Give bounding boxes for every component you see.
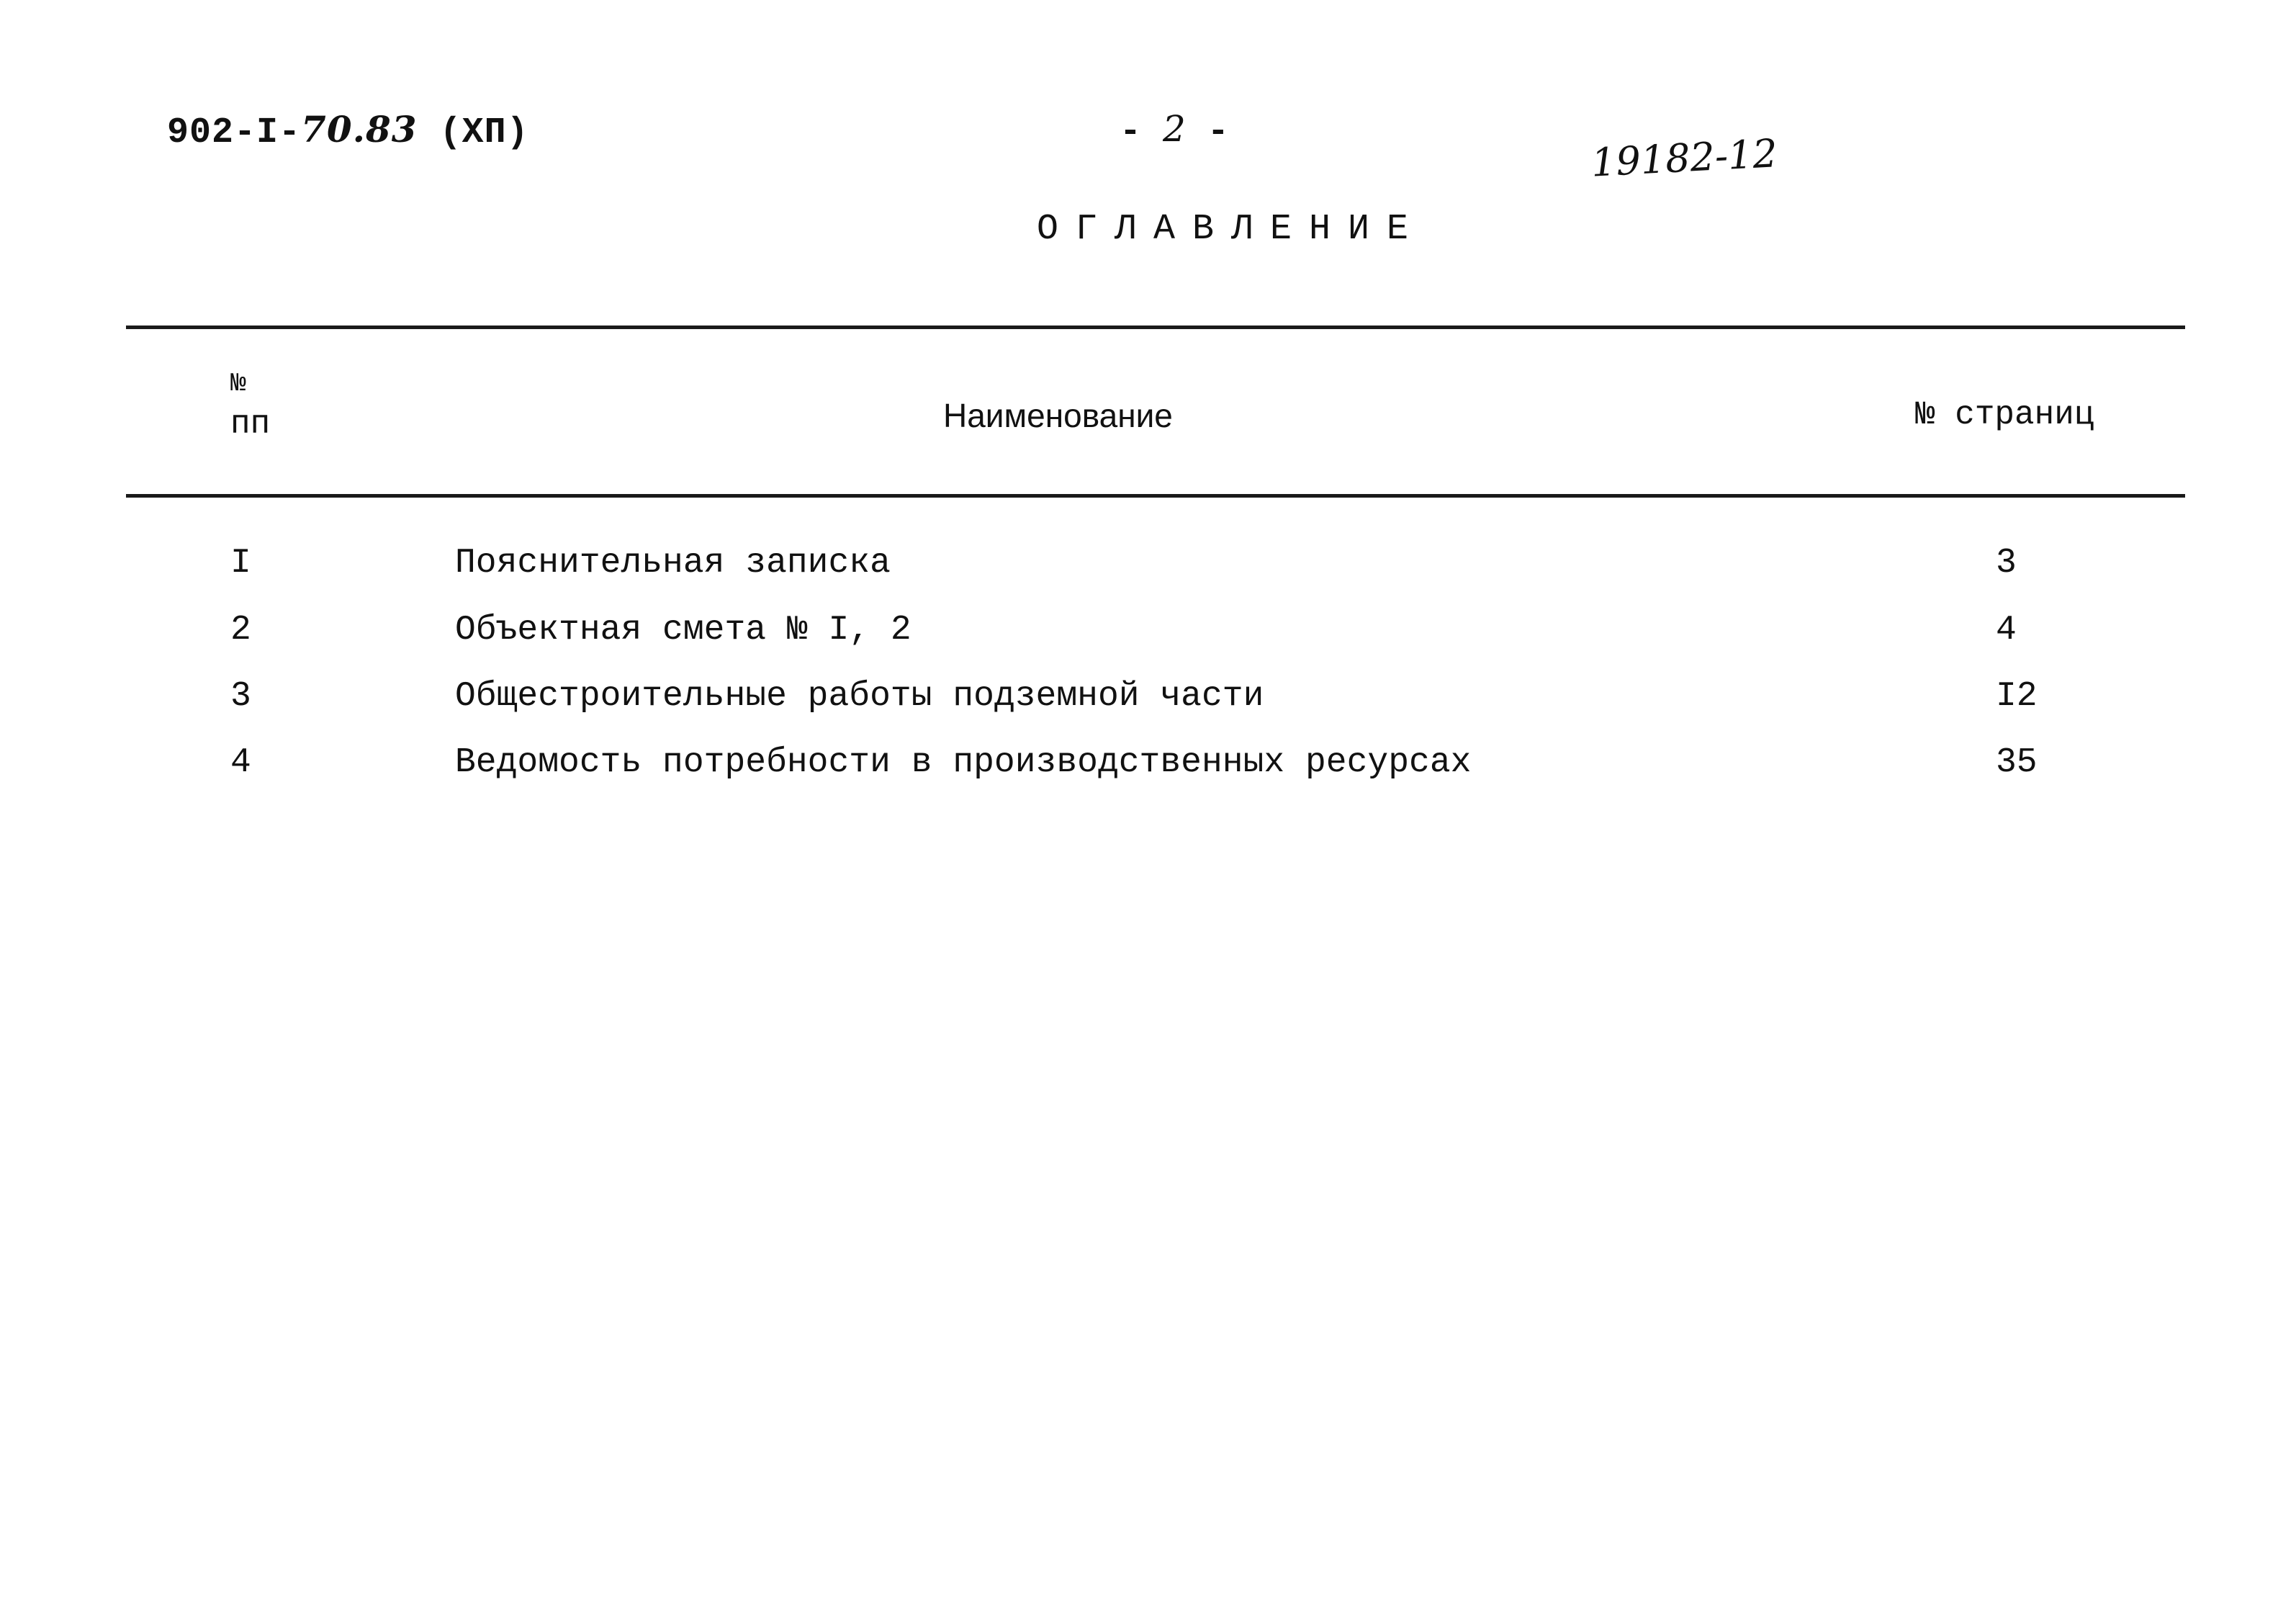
document-code-suffix: (XП) — [417, 112, 529, 153]
column-header-number-symbol: № — [230, 369, 246, 398]
column-header-number — [230, 364, 270, 444]
row-1-page: 3 — [1996, 544, 2017, 583]
row-3-page: I2 — [1996, 677, 2038, 716]
row-2-page: 4 — [1996, 611, 2017, 650]
row-4-number: 4 — [230, 743, 251, 782]
row-4-page: 35 — [1996, 743, 2038, 782]
column-header-name: Наименование — [943, 397, 1173, 434]
page-number-dash-left: - — [1120, 112, 1163, 153]
row-2-number: 2 — [230, 611, 251, 650]
table-top-rule — [126, 326, 2185, 329]
row-3-number: 3 — [230, 677, 251, 716]
row-4-name: Ведомость потребности в производственных ресурсах — [455, 743, 1472, 782]
page-title: ОГЛАВЛЕНИЕ — [1037, 209, 1426, 250]
document-code — [167, 108, 529, 153]
row-3-name: Общестроительные работы подземной части — [455, 677, 1264, 716]
page-number-value: 2 — [1163, 108, 1186, 150]
column-header-number-label: пп — [230, 405, 271, 443]
handwritten-reference: 19182-12 — [1590, 130, 1779, 186]
row-1-name: Пояснительная записка — [455, 544, 891, 583]
page-number — [1120, 108, 1229, 153]
column-header-page: № страниц — [1915, 396, 2094, 434]
row-1-number: I — [230, 544, 251, 583]
document-code-prefix: 902-I- — [167, 112, 302, 153]
row-2-name: Объектная смета № I, 2 — [455, 611, 911, 650]
page-number-dash-right: - — [1185, 112, 1229, 153]
document-code-handwritten: 70.83 — [301, 108, 418, 151]
table-header-rule — [126, 494, 2185, 498]
